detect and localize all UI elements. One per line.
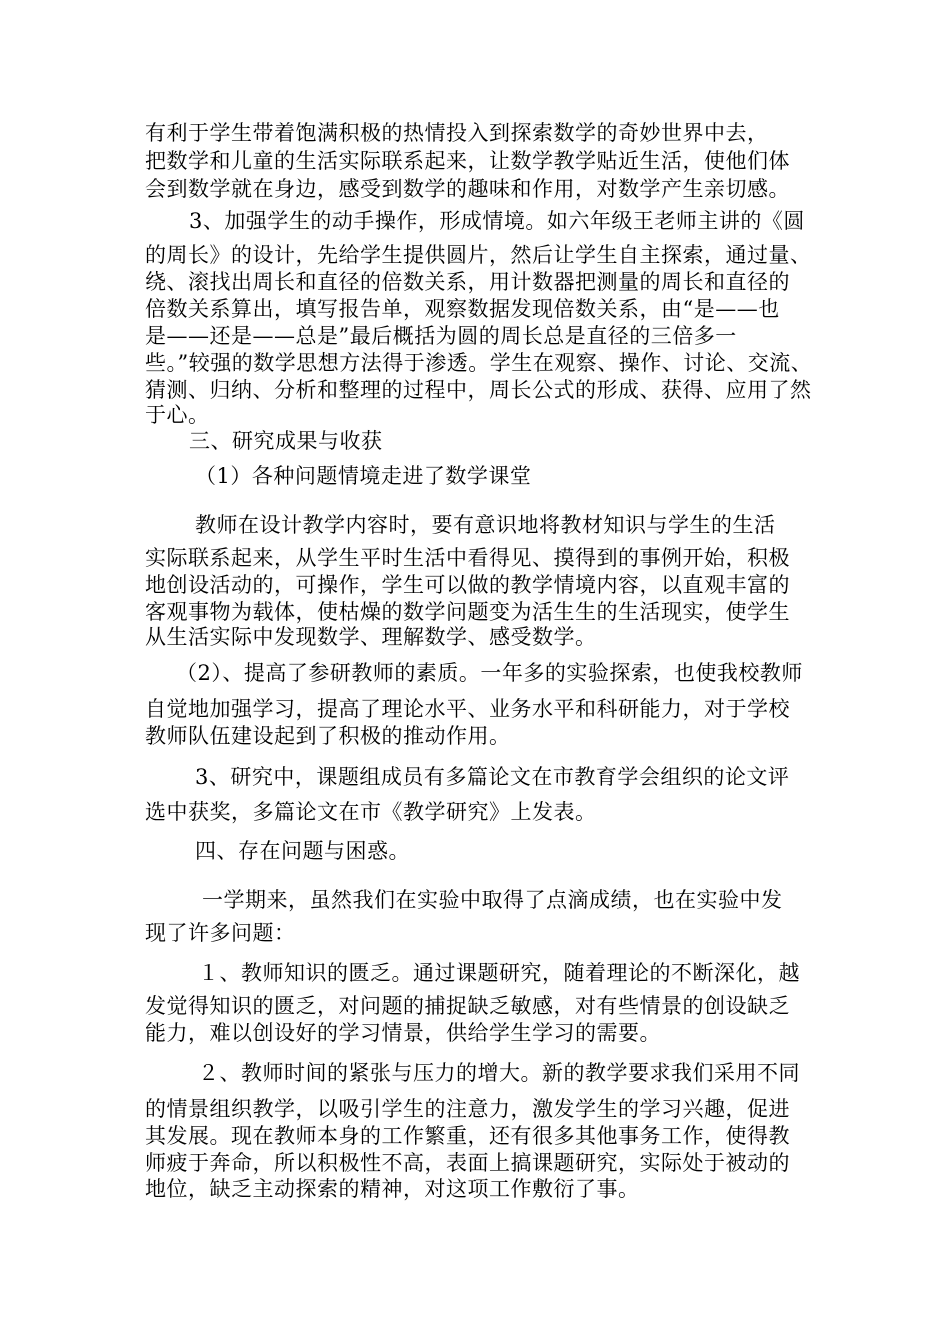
subsection-heading: （1）各种问题情境走进了数学课堂 — [195, 464, 532, 488]
text-line: 自觉地加强学习，提高了理论水平、业务水平和科研能力，对于学校 — [145, 697, 790, 721]
text-line: 些。”较强的数学思想方法得于渗透。学生在观察、操作、讨论、交流、 — [145, 351, 813, 375]
text-line: 教师在设计教学内容时，要有意识地将教材知识与学生的生活 — [195, 513, 776, 537]
text-line: 的情景组织教学，以吸引学生的注意力，激发学生的学习兴趣，促进 — [145, 1097, 790, 1121]
text-line: 实际联系起来，从学生平时生活中看得见、摸得到的事例开始，积极 — [145, 546, 790, 570]
text-line: 倍数关系算出，填写报告单，观察数据发现倍数关系，由“是——也 — [145, 297, 780, 321]
text-line: 选中获奖，多篇论文在市《教学研究》上发表。 — [145, 800, 597, 824]
text-line: 师疲于奔命，所以积极性不高，表面上搞课题研究，实际处于被动的 — [145, 1151, 790, 1175]
text-line: 客观事物为载体，使枯燥的数学问题变为活生生的生活现实，使学生 — [145, 600, 790, 624]
text-line: 猜测、归纳、分析和整理的过程中，周长公式的形成、获得、应用了然 — [145, 378, 812, 402]
text-line: 3、加强学生的动手操作，形成情境。如六年级王老师主讲的《圆 — [189, 209, 805, 233]
text-line: 教师队伍建设起到了积极的推动作用。 — [145, 724, 511, 748]
text-line: 绕、滚找出周长和直径的倍数关系，用计数器把测量的周长和直径的 — [145, 270, 790, 294]
section-heading: 四、存在问题与困惑。 — [195, 839, 410, 863]
text-line: 地创设活动的，可操作，学生可以做的教学情境内容，以直观丰富的 — [145, 573, 790, 597]
text-line: ２、教师时间的紧张与压力的增大。新的教学要求我们采用不同 — [198, 1061, 800, 1085]
text-line: 于心。 — [145, 403, 210, 427]
text-line: 会到数学就在身边，感受到数学的趣味和作用，对数学产生亲切感。 — [145, 177, 790, 201]
text-line: （2）、提高了参研教师的素质。一年多的实验探索，也使我校教师 — [176, 661, 803, 685]
text-line: 一学期来，虽然我们在实验中取得了点滴成绩，也在实验中发 — [202, 888, 783, 912]
text-line: 的周长》的设计，先给学生提供圆片，然后让学生自主探索，通过量、 — [145, 243, 812, 267]
text-line: 有利于学生带着饱满积极的热情投入到探索数学的奇妙世界中去， — [145, 121, 769, 145]
text-line: 现了许多问题： — [145, 921, 296, 945]
text-line: １、教师知识的匮乏。通过课题研究，随着理论的不断深化，越 — [198, 961, 800, 985]
section-heading: 三、研究成果与收获 — [189, 429, 383, 453]
text-line: 能力，难以创设好的学习情景，供给学生学习的需要。 — [145, 1021, 661, 1045]
text-line: 发觉得知识的匮乏，对问题的捕捉缺乏敏感，对有些情景的创设缺乏 — [145, 994, 790, 1018]
text-line: 把数学和儿童的生活实际联系起来，让数学教学贴近生活，使他们体 — [145, 149, 790, 173]
text-line: 3、研究中，课题组成员有多篇论文在市教育学会组织的论文评 — [195, 765, 790, 789]
text-line: 是——还是——总是”最后概括为圆的周长总是直径的三倍多一 — [145, 324, 737, 348]
text-line: 地位，缺乏主动探索的精神，对这项工作敷衍了事。 — [145, 1177, 640, 1201]
text-line: 其发展。现在教师本身的工作繁重，还有很多其他事务工作，使得教 — [145, 1124, 790, 1148]
text-line: 从生活实际中发现数学、理解数学、感受数学。 — [145, 625, 597, 649]
